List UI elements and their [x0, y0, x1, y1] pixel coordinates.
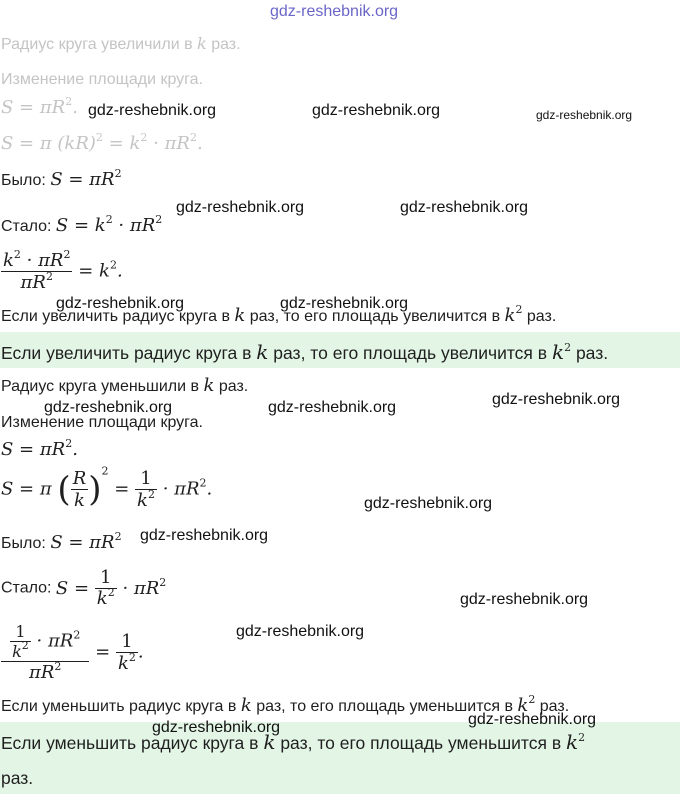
sup-two: 2: [528, 693, 536, 706]
watermark: gdz-reshebnik.org: [268, 399, 397, 416]
frac-one-over-k2: [10, 622, 31, 661]
formula-s2-c: · πR: [162, 478, 200, 500]
sup-two: 2: [128, 651, 136, 664]
before-label: Было:: [1, 172, 46, 189]
before-label: Было:: [1, 535, 46, 552]
sup-two: 2: [159, 575, 167, 589]
watermark: gdz-reshebnik.org: [44, 399, 173, 416]
watermark: gdz-reshebnik.org: [460, 591, 589, 608]
part2-change-label: Изменение площади круга.: [1, 414, 203, 431]
before-formula-text: S = πR: [50, 169, 115, 190]
frac-one: 1: [140, 468, 152, 489]
frac-k2: [10, 641, 31, 661]
part2-ratio: $\frac{1}{k^2}$ · $\pi R^2$ $\pi R^2$ = $\frac{1}{k^2}$ .: [1, 622, 144, 683]
frac-one-over-k2: [95, 568, 117, 609]
conclusion-a: Если уменьшить радиус круга в: [1, 698, 237, 715]
part1-after-line: [1, 213, 163, 237]
watermark: gdz-reshebnik.org: [176, 199, 305, 216]
ratio-num-b: · πR: [26, 250, 64, 271]
ratio-num: [1, 250, 72, 271]
var-k: k: [504, 305, 516, 326]
formula-s2-c: · πR: [153, 133, 190, 154]
frac-k: k: [71, 489, 89, 511]
after-rhs: · πR: [122, 577, 160, 599]
var-k: k: [517, 695, 529, 716]
answer-end: раз.: [575, 343, 609, 363]
sup-two: 2: [13, 248, 21, 261]
before-formula: [50, 169, 121, 190]
watermark: gdz-reshebnik.org: [364, 495, 493, 512]
after-label: Стало:: [1, 218, 52, 235]
ratio-num-a: k: [3, 250, 14, 271]
frac-k: k: [117, 653, 129, 674]
sup-two: 2: [73, 628, 81, 642]
formula-s2-lhs: S = π: [1, 478, 52, 500]
conclusion-b: раз, то его площадь уменьшится в: [256, 698, 513, 715]
frac-k2: [95, 588, 117, 609]
word-raz: раз.: [218, 378, 249, 395]
sup-two: 2: [189, 131, 197, 144]
frac-one: 1: [15, 622, 26, 641]
answer-b: раз, то его площадь увеличится в: [273, 343, 548, 363]
var-k: k: [203, 375, 215, 396]
part2-formula-s2: S = π ( $\frac{R}{k}$ )$^2$ = $\frac{1}{k^2}$ · $\pi R^2$.: [1, 464, 213, 511]
ratio-den: [1, 661, 89, 683]
sup-two: 2: [578, 731, 586, 744]
watermark-top: gdz-reshebnik.org: [270, 3, 399, 20]
part2-answer-line1: [1, 730, 585, 755]
frac-one: 1: [121, 631, 133, 652]
part1-formula-s: $S = \pi R^2$.: [1, 95, 78, 118]
before-formula: [50, 532, 121, 553]
part2-intro-text: Радиус круга уменьшили в: [1, 378, 200, 395]
part1-answer: [1, 340, 608, 365]
watermark: gdz-reshebnik.org: [140, 527, 269, 544]
ratio-fraction: [1, 622, 89, 683]
answer-a: Если уменьшить радиус круга в: [1, 733, 259, 753]
frac-k: k: [12, 642, 22, 661]
after-label: Стало:: [1, 579, 52, 597]
ratio-fraction: [1, 250, 72, 293]
part1-answer-highlight: [0, 332, 680, 368]
part1-change-label: Изменение площади круга.: [1, 71, 203, 88]
before-formula-text: S = πR: [50, 532, 115, 553]
part2-formula-s: $S = \pi R^2$.: [1, 437, 78, 460]
answer-b: раз, то его площадь уменьшится в: [280, 733, 562, 753]
after-formula: [56, 215, 162, 236]
after-lhs: S =: [55, 577, 90, 599]
after-formula: [55, 567, 167, 609]
after-formula-b: · πR: [118, 215, 156, 236]
paren-right: ): [88, 469, 102, 510]
conclusion-end: раз.: [526, 308, 557, 325]
ratio-result: = k: [78, 260, 110, 282]
sup-two: 2: [155, 213, 163, 226]
part1-intro-line: [1, 34, 241, 55]
sup-two: 2: [65, 437, 73, 450]
watermark: gdz-reshebnik.org: [536, 108, 633, 122]
conclusion-a: Если увеличить радиус круга в: [1, 308, 230, 325]
formula-s-text: S = πR: [1, 439, 66, 460]
sup-two: 2: [107, 586, 115, 599]
ratio-eq: =: [95, 641, 111, 663]
sup-two: 2: [515, 303, 523, 316]
answer-a: Если увеличить радиус круга в: [1, 343, 252, 363]
sup-two: 2: [564, 341, 572, 354]
sup-two: 2: [147, 488, 155, 501]
frac-one-over-k2: [135, 468, 157, 511]
formula-s2-a: S = π (kR): [1, 133, 96, 154]
sup-two: 2: [95, 131, 103, 144]
k-squared: [552, 340, 571, 364]
var-k: k: [256, 340, 269, 364]
part2-after-line: [1, 568, 166, 609]
frac-one: 1: [100, 567, 112, 588]
watermark: gdz-reshebnik.org: [312, 102, 441, 119]
sup-two: 2: [114, 167, 122, 180]
sup-two: 2: [109, 258, 117, 272]
watermark: gdz-reshebnik.org: [88, 102, 217, 119]
watermark: gdz-reshebnik.org: [468, 711, 597, 728]
part2-answer-line2: раз.: [1, 768, 34, 788]
sup-two: 2: [199, 476, 207, 490]
part2-before-line: [1, 530, 122, 554]
formula-s-text: S = πR: [1, 97, 66, 118]
frac-r-over-k: [71, 468, 89, 511]
k-squared: [505, 305, 523, 326]
sup-two: 2: [45, 270, 53, 283]
sup-two: 2: [114, 530, 122, 543]
sup-two: 2: [65, 95, 73, 108]
sup-two: 2: [105, 213, 113, 226]
watermark: gdz-reshebnik.org: [152, 719, 281, 736]
conclusion-end: раз.: [539, 698, 570, 715]
frac-k: k: [137, 490, 148, 511]
ratio-num-rhs: · πR: [36, 630, 74, 652]
part2-intro-line: [1, 376, 248, 397]
sup-two: 2: [54, 660, 62, 673]
sup-two: 2: [140, 131, 148, 144]
k-squared: [566, 730, 585, 754]
ratio-den-text: πR: [20, 272, 46, 293]
ratio-den-text: πR: [29, 662, 55, 683]
part1-ratio: $\frac{k^2 \cdot \pi R^2}{\pi R^2}$ = $k^2$.: [3, 248, 123, 293]
conclusion-b: раз, то его площадь увеличится в: [249, 308, 501, 325]
ratio-result-frac: [116, 631, 138, 674]
sup-two: 2: [101, 464, 109, 478]
after-formula-a: S = k: [55, 215, 106, 236]
var-k: k: [240, 695, 252, 716]
sup-two: 2: [63, 248, 71, 261]
frac-k2: [116, 652, 138, 674]
var-k: k: [551, 340, 565, 364]
paren-left: (: [57, 469, 71, 510]
frac-r: R: [72, 468, 87, 489]
ratio-den: [1, 271, 72, 293]
word-raz: раз.: [211, 36, 241, 53]
watermark: gdz-reshebnik.org: [56, 295, 185, 312]
frac-k: k: [96, 588, 108, 609]
watermark: gdz-reshebnik.org: [492, 391, 621, 408]
watermark: gdz-reshebnik.org: [280, 295, 409, 312]
watermark: gdz-reshebnik.org: [400, 199, 529, 216]
frac-k2: [135, 489, 157, 511]
watermark: gdz-reshebnik.org: [236, 623, 365, 640]
part1-formula-s2: S = π $(kR)^2 = k^2 \cdot \pi R^2$.: [1, 131, 203, 154]
var-k: k: [234, 305, 246, 326]
var-k: k: [197, 34, 207, 53]
var-k: k: [566, 730, 579, 754]
var-k: k: [263, 730, 276, 754]
part1-before-line: [1, 167, 122, 191]
ratio-num: [1, 622, 89, 661]
sup-two: 2: [21, 639, 29, 652]
part2-answer-highlight: [0, 722, 680, 794]
part1-intro-text: Радиус круга увеличили в: [1, 36, 193, 53]
formula-s2-b: = k: [108, 133, 141, 154]
